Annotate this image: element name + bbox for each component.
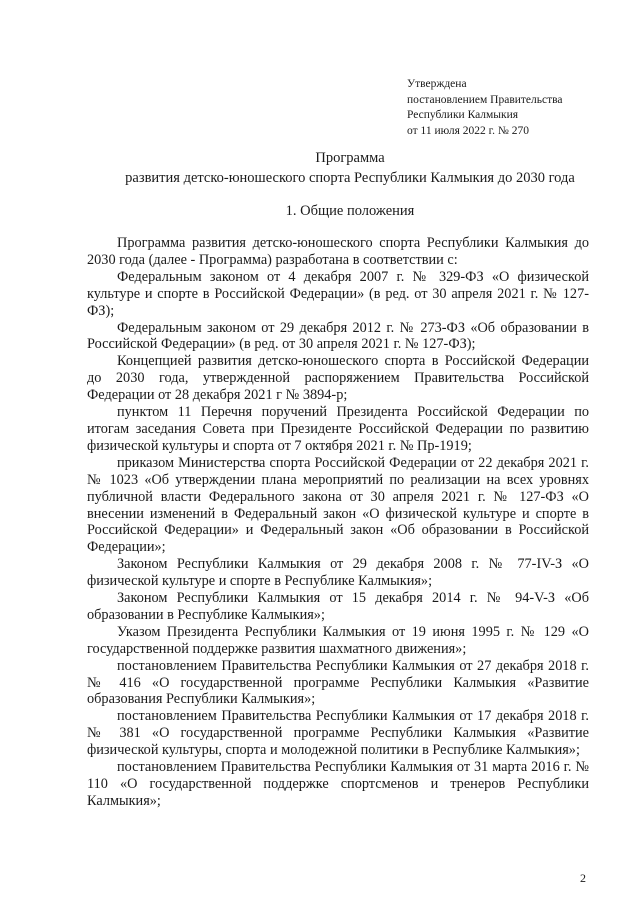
document-body — [87, 235, 589, 810]
body-paragraph: приказом Министерства спорта Российской Федерации от 22 декабря 2021 г. № 1023 «Об утверждении плана мероприятий по реализации на всех уровнях публичной власти Федерального закона от 30 апреля 2021 г. № 127-ФЗ «О внесении изменений в Федеральный закон «О физической культуре и спорте в Российской Федерации» и Федеральный закон «Об образовании в Российской Федерации»; — [87, 454, 589, 556]
section-heading: 1. Общие положения — [285, 203, 415, 219]
body-paragraph: Федеральным законом от 4 декабря 2007 г. № 329-ФЗ «О физической культуре и спорте в Российской Федерации» (в ред. от 30 апреля 2021 г. № 127-ФЗ); — [87, 268, 589, 319]
approval-line: постановлением Правительства — [407, 93, 563, 106]
body-paragraph: Концепцией развития детско-юношеского спорта в Российской Федерации до 2030 года, утвержденной распоряжением Правительства Российской Федерации от 28 декабря 2021 г № 3894-р; — [87, 353, 589, 404]
body-paragraph: Законом Республики Калмыкия от 15 декабря 2014 г. № 94-V-З «Об образовании в Республике Калмыкия»; — [87, 590, 589, 623]
body-paragraph: постановлением Правительства Республики Калмыкия от 31 марта 2016 г. № 110 «О государственной поддержке спортсменов и тренеров Республики Калмыкия»; — [87, 759, 589, 809]
approval-line: Республики Калмыкия — [407, 109, 519, 121]
approval-stamp — [407, 77, 563, 139]
approval-line: Утверждена — [407, 78, 467, 90]
body-paragraph: постановлением Правительства Республики Калмыкия от 17 декабря 2018 г. № 381 «О государственной программе Республики Калмыкия «Развитие физической культуры, спорта и молодежной политики в Республике Калмыкия»; — [87, 708, 589, 759]
body-paragraph: Федеральным законом от 29 декабря 2012 г. № 273-ФЗ «Об образовании в Российской Федерации» (в ред. от 30 апреля 2021 г. № 127-ФЗ); — [87, 319, 589, 353]
page-number: 2 — [580, 871, 586, 885]
body-paragraph: постановлением Правительства Республики Калмыкия от 27 декабря 2018 г. № 416 «О государственной программе Республики Калмыкия «Развитие образования Республики Калмыкия»; — [87, 657, 589, 708]
approval-line: от 11 июля 2022 г. № 270 — [407, 124, 529, 137]
body-paragraph: Законом Республики Калмыкия от 29 декабря 2008 г. № 77-IV-З «О физической культуре и спорте в Республике Калмыкия»; — [87, 556, 589, 590]
body-paragraph: Программа развития детско-юношеского спорта Республики Калмыкия до 2030 года (далее - Программа) разработана в соответствии с: — [87, 235, 589, 268]
document-title: Программа — [315, 150, 385, 166]
document-subtitle: развития детско-юношеского спорта Республики Калмыкия до 2030 года — [125, 170, 575, 186]
body-paragraph: Указом Президента Республики Калмыкия от 19 июня 1995 г. № 129 «О государственной поддержке развития шахматного движения»; — [87, 623, 589, 657]
body-paragraph: пунктом 11 Перечня поручений Президента Российской Федерации по итогам заседания Совета при Президенте Российской Федерации по развитию физической культуры и спорта от 7 октября 2021 г. № Пр-1919; — [87, 404, 589, 454]
